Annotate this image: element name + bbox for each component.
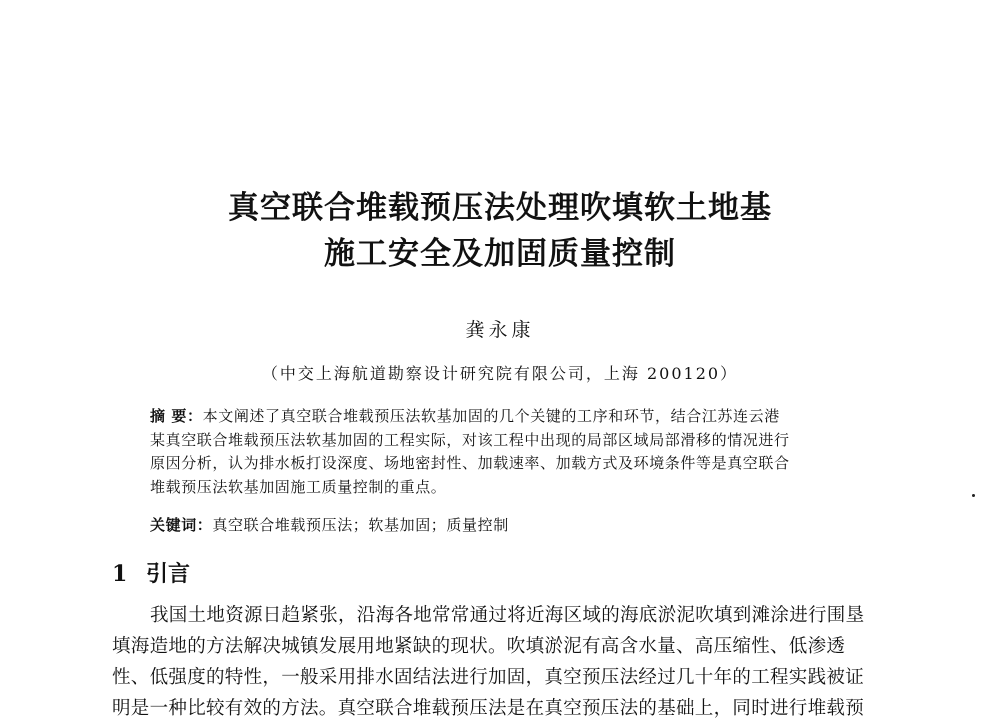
section-number: 1 xyxy=(112,561,128,587)
abstract-text: 本文阐述了真空联合堆载预压法软基加固的几个关键的工序和环节，结合江苏连云港 xyxy=(202,407,780,425)
body-line: 填海造地的方法解决城镇发展用地紧缺的现状。吹填淤泥有高含水量、高压缩性、低渗透 xyxy=(112,636,846,657)
abstract xyxy=(150,405,870,499)
body-line: 我国土地资源日趋紧张，沿海各地常常通过将近海区域的海底淤泥吹填到滩涂进行围垦 xyxy=(150,605,865,626)
paper-title-line-2: 施工安全及加固质量控制 xyxy=(324,236,676,272)
keywords-label: 关键词： xyxy=(150,516,213,534)
abstract-line xyxy=(150,405,870,429)
section-body xyxy=(112,600,902,724)
section-title: 引言 xyxy=(146,561,191,587)
abstract-label: 摘 要： xyxy=(150,407,203,425)
body-line: 性、低强度的特性，一般采用排水固结法进行加固，真空预压法经过几十年的工程实践被证 xyxy=(112,667,865,688)
keywords-text: 真空联合堆载预压法；软基加固；质量控制 xyxy=(212,516,509,534)
abstract-line: 某真空联合堆载预压法软基加固的工程实际，对该工程中出现的局部区域局部滑移的情况进行 xyxy=(150,430,790,449)
author-affiliation: （中交上海航道勘察设计研究院有限公司，上海 200120） xyxy=(261,364,739,383)
paper-title-line-1: 真空联合堆载预压法处理吹填软土地基 xyxy=(228,190,772,226)
abstract-line: 堆载预压法软基加固施工质量控制的重点。 xyxy=(150,477,447,496)
body-line: 明是一种比较有效的方法。真空联合堆载预压法是在真空预压法的基础上，同时进行堆载预 xyxy=(112,698,865,719)
keywords xyxy=(150,514,509,535)
scan-speck xyxy=(972,494,975,497)
author-name: 龚永康 xyxy=(465,319,535,341)
abstract-line: 原因分析，认为排水板打设深度、场地密封性、加载速率、加载方式及环境条件等是真空联合 xyxy=(150,454,790,472)
section-heading xyxy=(112,557,190,588)
